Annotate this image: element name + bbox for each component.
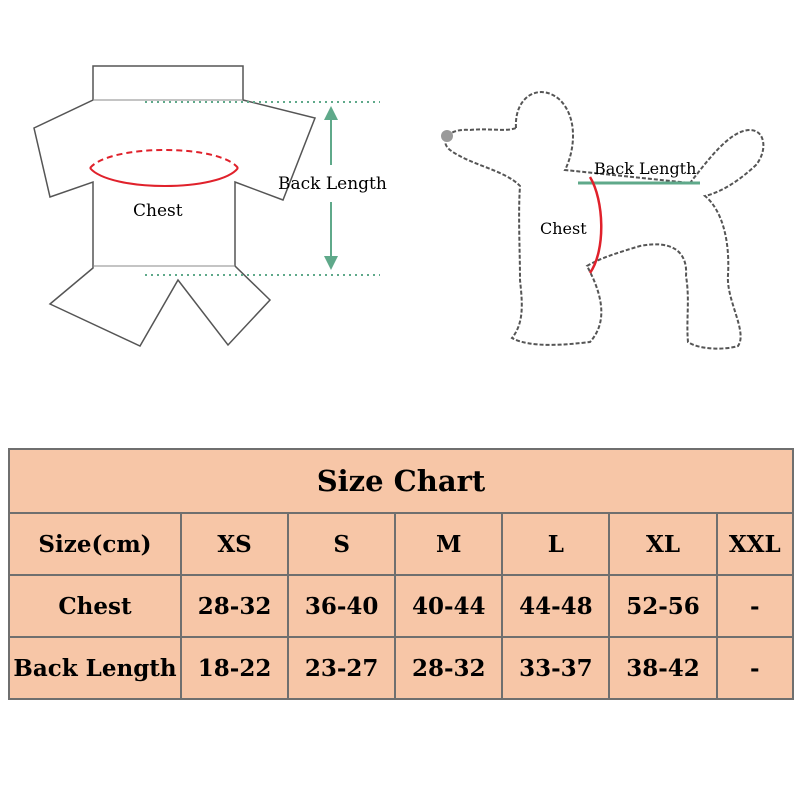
garment-back-length-label: Back Length <box>278 174 387 194</box>
back-length-xl: 38-42 <box>609 637 716 699</box>
size-header-row <box>9 513 793 575</box>
chest-xxl: - <box>717 575 793 637</box>
back-length-xs: 18-22 <box>181 637 288 699</box>
back-length-arrow-up-head <box>324 106 338 120</box>
back-length-row <box>9 637 793 699</box>
back-length-arrow-down-head <box>324 256 338 270</box>
size-chart-table <box>8 448 794 700</box>
chest-row-label: Chest <box>9 575 181 637</box>
dog-nose-icon <box>441 130 453 142</box>
chest-l: 44-48 <box>502 575 609 637</box>
back-length-l: 33-37 <box>502 637 609 699</box>
garment-diagram <box>34 66 387 346</box>
chest-row <box>9 575 793 637</box>
chest-s: 36-40 <box>288 575 395 637</box>
header-size-xl: XL <box>609 513 716 575</box>
header-size-xs: XS <box>181 513 288 575</box>
header-size-s: S <box>288 513 395 575</box>
chest-xs: 28-32 <box>181 575 288 637</box>
dog-diagram <box>441 92 763 349</box>
dog-outline <box>445 92 763 349</box>
chest-m: 40-44 <box>395 575 502 637</box>
header-size-m: M <box>395 513 502 575</box>
header-size-l: L <box>502 513 609 575</box>
size-chart-title: Size Chart <box>9 449 793 513</box>
header-size-xxl: XXL <box>717 513 793 575</box>
dog-back-length-label: Back Length <box>594 159 697 178</box>
chest-xl: 52-56 <box>609 575 716 637</box>
header-size-cm: Size(cm) <box>9 513 181 575</box>
back-length-m: 28-32 <box>395 637 502 699</box>
back-length-s: 23-27 <box>288 637 395 699</box>
dog-chest-label: Chest <box>540 219 587 238</box>
back-length-xxl: - <box>717 637 793 699</box>
garment-chest-label: Chest <box>133 201 183 221</box>
back-length-row-label: Back Length <box>9 637 181 699</box>
size-chart-title-row <box>9 449 793 513</box>
